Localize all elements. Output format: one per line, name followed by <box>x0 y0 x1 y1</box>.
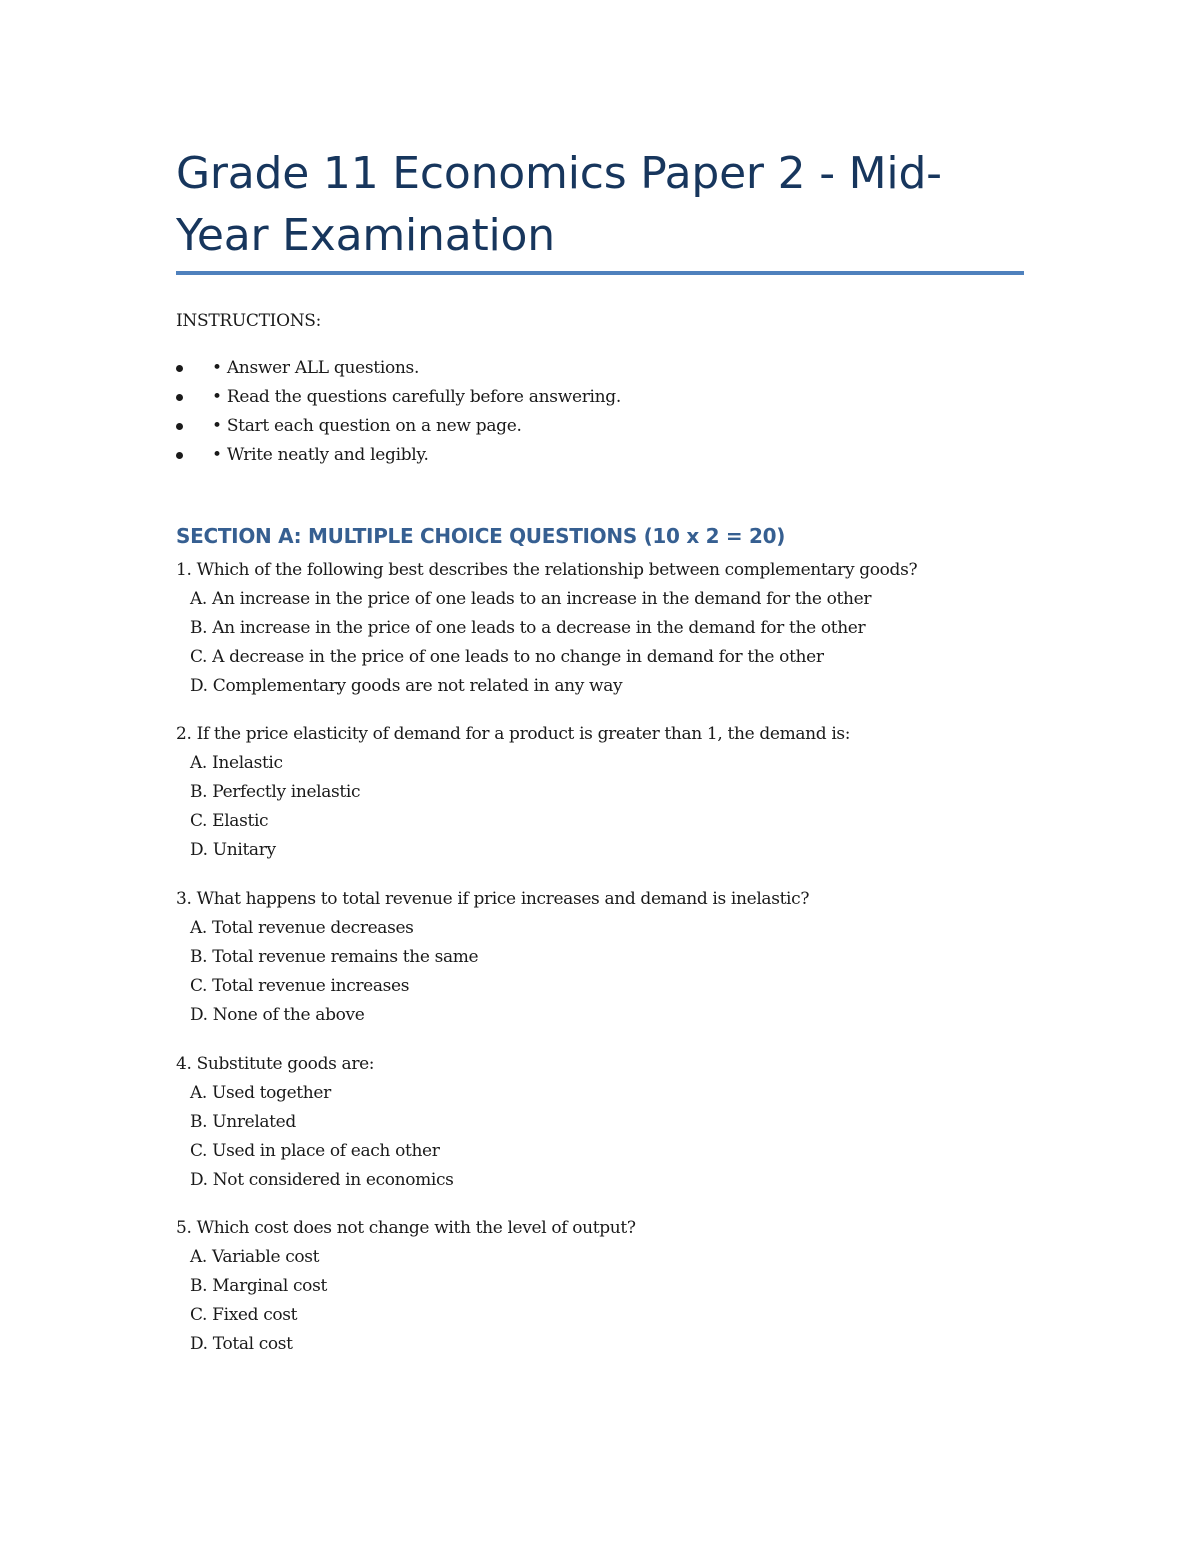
answer-option: C. Fixed cost <box>190 1305 298 1325</box>
answer-option: B. Perfectly inelastic <box>190 782 361 802</box>
answer-option: C. Used in place of each other <box>190 1141 440 1161</box>
question-3 <box>176 887 1024 1032</box>
question-stem: 1. Which of the following best describes the relationship between complementary goods? <box>176 560 918 580</box>
bullet-icon <box>176 452 183 459</box>
bullet-icon <box>176 394 183 401</box>
answer-option: B. Total revenue remains the same <box>190 947 479 967</box>
question-stem: 3. What happens to total revenue if price increases and demand is inelastic? <box>176 889 810 909</box>
instructions-label: INSTRUCTIONS: <box>176 311 322 331</box>
question-2 <box>176 722 1024 867</box>
answer-option: B. Unrelated <box>190 1112 296 1132</box>
document-title: Grade 11 Economics Paper 2 - Mid-Year Examination <box>176 148 942 261</box>
bullet-icon <box>176 365 183 372</box>
question-1 <box>176 558 1024 703</box>
section-a-heading: SECTION A: MULTIPLE CHOICE QUESTIONS (10 x 2 = 20) <box>176 524 786 548</box>
answer-option: D. Total cost <box>190 1334 293 1354</box>
answer-option: D. Not considered in economics <box>190 1170 454 1190</box>
instruction-text: • Answer ALL questions. <box>212 358 420 378</box>
answer-option: B. Marginal cost <box>190 1276 327 1296</box>
answer-option: A. An increase in the price of one leads to an increase in the demand for the other <box>190 589 872 609</box>
question-5 <box>176 1216 1024 1361</box>
answer-option: D. Unitary <box>190 840 276 860</box>
answer-option: C. Total revenue increases <box>190 976 410 996</box>
instruction-text: • Write neatly and legibly. <box>212 445 429 465</box>
instruction-text: • Read the questions carefully before answering. <box>212 387 621 407</box>
question-stem: 5. Which cost does not change with the level of output? <box>176 1218 636 1238</box>
instruction-text: • Start each question on a new page. <box>212 416 522 436</box>
answer-option: D. None of the above <box>190 1005 365 1025</box>
answer-option: A. Used together <box>190 1083 331 1103</box>
answer-option: A. Variable cost <box>190 1247 320 1267</box>
title-underline <box>176 271 1024 275</box>
answer-option: B. An increase in the price of one leads to a decrease in the demand for the other <box>190 618 866 638</box>
answer-option: C. A decrease in the price of one leads to no change in demand for the other <box>190 647 824 667</box>
question-stem: 2. If the price elasticity of demand for a product is greater than 1, the demand is: <box>176 724 851 744</box>
answer-option: C. Elastic <box>190 811 269 831</box>
answer-option: A. Inelastic <box>190 753 283 773</box>
answer-option: A. Total revenue decreases <box>190 918 414 938</box>
bullet-icon <box>176 423 183 430</box>
question-stem: 4. Substitute goods are: <box>176 1054 375 1074</box>
question-4 <box>176 1052 1024 1197</box>
answer-option: D. Complementary goods are not related in any way <box>190 676 623 696</box>
